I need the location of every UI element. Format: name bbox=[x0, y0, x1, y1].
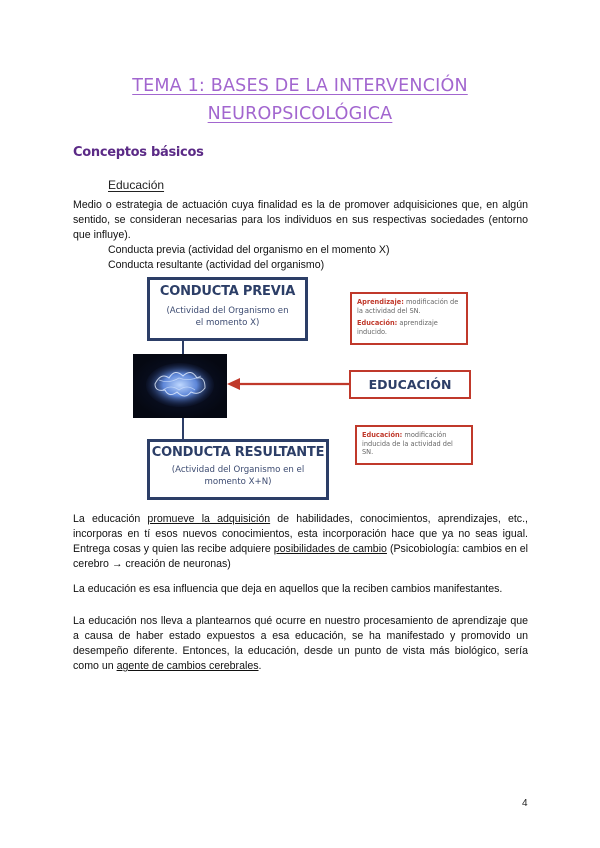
resulting-behavior-sub-2: momento X+N) bbox=[204, 477, 272, 487]
note2-text: modificación inducida de la actividad del SN. bbox=[362, 431, 453, 457]
paragraph-education-influence: La educación es esa influencia que deja en aquellos que la reciben cambios manifestantes. bbox=[73, 583, 503, 595]
section-heading: Conceptos básicos bbox=[73, 145, 204, 160]
para3-text-2: . bbox=[258, 660, 262, 672]
list-item-previous-behavior: Conducta previa (actividad del organismo en el momento X) bbox=[108, 244, 390, 256]
para1-underline-1: promueve la adquisición bbox=[147, 513, 271, 525]
para1-underline-2: posibilidades de cambio bbox=[273, 543, 387, 555]
title-line-2: NEUROPSICOLÓGICA bbox=[207, 104, 393, 124]
list-item-resulting-behavior: Conducta resultante (actividad del organismo) bbox=[108, 259, 325, 271]
connector-bottom bbox=[182, 418, 184, 439]
document-title bbox=[0, 72, 600, 128]
resulting-behavior-box bbox=[147, 439, 329, 500]
note1-text-2: aprendizaje inducido. bbox=[357, 319, 438, 336]
para1-text-3: (Psicobiología: cambios en el cerebro → creación de neuronas) bbox=[73, 543, 528, 570]
note1-label-1: Aprendizaje: bbox=[357, 298, 404, 306]
resulting-behavior-sub-1: (Actividad del Organismo en el bbox=[171, 465, 305, 475]
connector-top bbox=[182, 341, 184, 354]
education-diagram bbox=[130, 270, 480, 502]
learning-note bbox=[350, 292, 468, 345]
note1-text-1: modificación de la actividad del SN. bbox=[357, 298, 459, 315]
title-line-1: TEMA 1: BASES DE LA INTERVENCIÓN bbox=[132, 76, 468, 96]
note1-label-2: Educación: bbox=[357, 319, 398, 328]
para3-text-1: La educación nos lleva a plantearnos qué ocurre en nuestro procesamiento de aprendizaje que a causa de haber estado expuestos a esa educación, se ha manifestado y promovido un desempeño diferente. Entonces, la educación, desde un punto de vista más biológico, sería como un bbox=[73, 615, 528, 672]
previous-behavior-box bbox=[147, 277, 308, 341]
education-arrow bbox=[227, 374, 349, 394]
para1-text-2: de habilidades, conocimientos, aprendizajes, etc., incorporas en tí esos nuevos conocimientos, esta incorporación hace que ya no seas igual. Entrega cosas y quien las recibe adquiere bbox=[73, 513, 528, 555]
previous-behavior-sub-2: el momento X) bbox=[195, 318, 260, 328]
previous-behavior-title: CONDUCTA PREVIA bbox=[159, 284, 296, 299]
intro-paragraph: Medio o estrategia de actuación cuya finalidad es la de promover adquisiciones que, en algún sentido, se consideran necesarias para los individuos en sus respectivas sociedades (entorno que influye). bbox=[73, 199, 528, 241]
subsection-heading: Educación bbox=[108, 178, 165, 192]
brain-icon bbox=[133, 354, 227, 418]
page-number: 4 bbox=[522, 798, 528, 809]
paragraph-education-agent bbox=[73, 614, 528, 674]
education-note bbox=[355, 425, 473, 465]
note2-label: Educación: bbox=[362, 431, 403, 439]
para1-text-1: La educación bbox=[73, 513, 148, 525]
brain-image bbox=[133, 354, 227, 418]
previous-behavior-sub-1: (Actividad del Organismo en bbox=[166, 306, 289, 316]
para3-underline: agente de cambios cerebrales bbox=[116, 660, 259, 672]
resulting-behavior-title: CONDUCTA RESULTANTE bbox=[151, 445, 325, 460]
paragraph-education-promotes bbox=[73, 512, 528, 572]
education-box: EDUCACIÓN bbox=[349, 370, 471, 399]
